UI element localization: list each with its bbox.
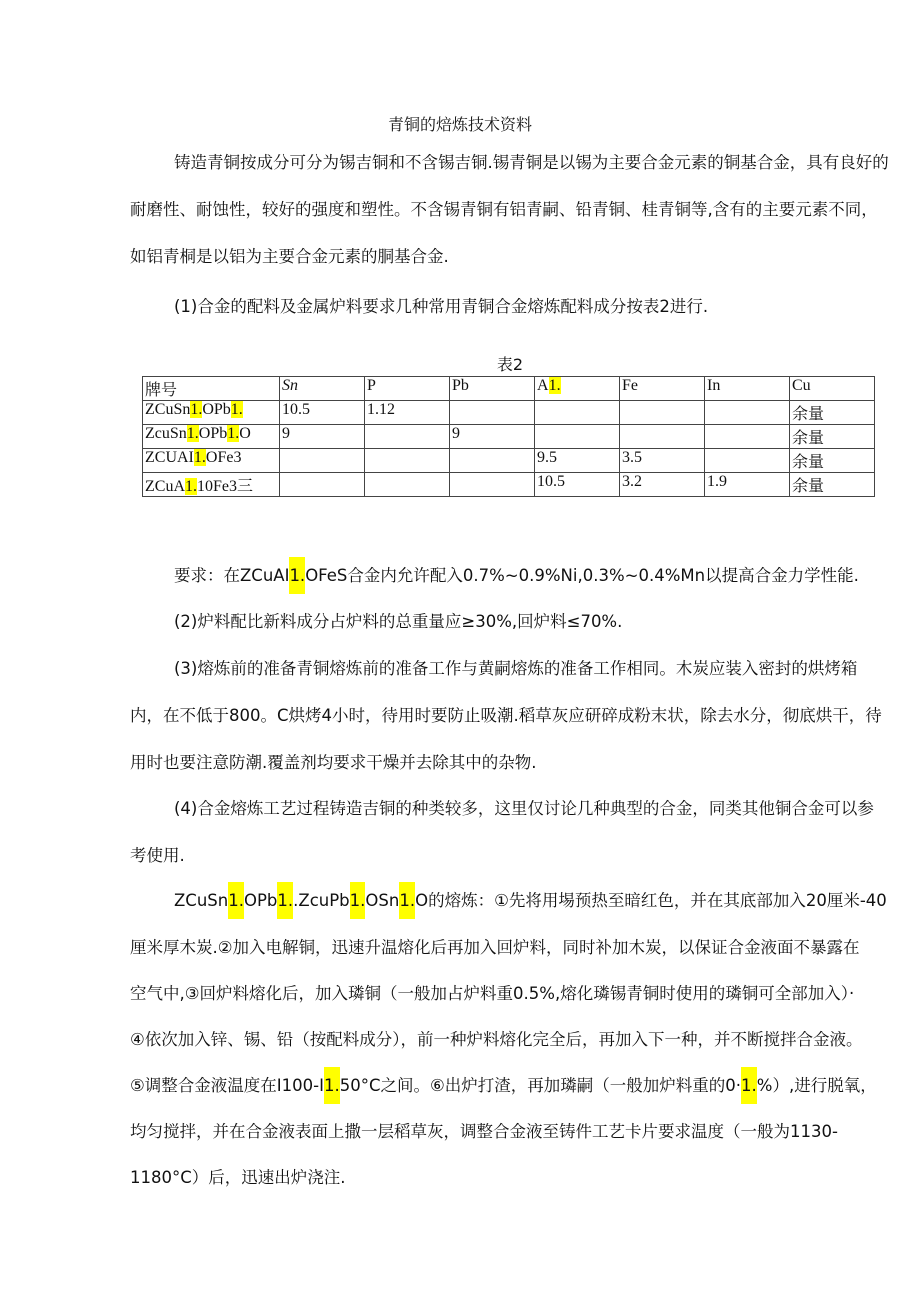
- cell-fe: 3.2: [620, 473, 705, 497]
- cell-cu: 余量: [790, 449, 875, 473]
- cell-sn: 9: [280, 425, 365, 449]
- table-header-row: [143, 377, 875, 401]
- cell-grade: ZCUAI1.OFe3: [143, 449, 280, 473]
- para5-line-4: ④依次加入锌、锡、铅（按配料成分），前一种炉料熔化完全后，再加入下一种，并不断搅拌合金液。: [130, 1030, 863, 1049]
- alloy-composition-table: [142, 376, 875, 497]
- cell-cu: 余量: [790, 473, 875, 497]
- cell-pb: 9: [450, 425, 535, 449]
- para5-line-5: ⑤调整合金液温度在I100-I1.50°C之间。⑥出炉打渣，再加璘嗣（一般加炉料重的0·1.%）,进行脱氧，: [130, 1072, 877, 1096]
- cell-sn: [280, 473, 365, 497]
- table-caption: 表2: [496, 355, 524, 374]
- document-title: 青铜的焙炼技术资料: [387, 115, 532, 134]
- section-2: (2)炉料配比新料成分占炉料的总重量应≥30%,回炉料≤70%.: [174, 612, 623, 631]
- header-grade: 牌号: [143, 377, 280, 401]
- header-fe: Fe: [620, 377, 705, 401]
- cell-pb: [450, 449, 535, 473]
- cell-sn: [280, 449, 365, 473]
- cell-grade: ZCuSn1.OPb1.: [143, 401, 280, 425]
- cell-ni: [705, 425, 790, 449]
- header-sn: Sn: [280, 377, 365, 401]
- para5-line-7: 1180°C）后，迅速出炉浇注.: [130, 1168, 346, 1187]
- header-cu: Cu: [790, 377, 875, 401]
- cell-ni: [705, 449, 790, 473]
- table-row: [143, 473, 875, 497]
- header-al: A1.: [535, 377, 620, 401]
- cell-fe: 3.5: [620, 449, 705, 473]
- header-pb: Pb: [450, 377, 535, 401]
- intro-paragraph: 铸造青铜按成分可分为锡吉铜和不含锡吉铜.锡青铜是以锡为主要合金元素的铜基合金，具有良好的耐磨性、耐蚀性，较好的强度和塑性。不含锡青铜有铝青嗣、铅青铜、桂青铜等,含有的主要元素不同，如铝青桐是以铝为主要合金元素的胴基合金.: [130, 153, 889, 266]
- cell-cu: 余量: [790, 401, 875, 425]
- cell-cu: 余量: [790, 425, 875, 449]
- requirement-note: 要求：在ZCuAI1.OFeS合金内允许配入0.7%~0.9%Ni,0.3%~0.4%Mn以提高合金力学性能.: [174, 562, 859, 586]
- cell-al: [535, 425, 620, 449]
- para5-line-3: 空气中,③回炉料熔化后，加入璘铜（一般加占炉料重0.5%,熔化璘锡青铜时使用的璘铜可全部加入）·: [130, 984, 855, 1003]
- cell-grade: ZCuA1.10Fe3三: [143, 473, 280, 497]
- cell-p: 1.12: [365, 401, 450, 425]
- cell-ni: [705, 401, 790, 425]
- header-ni: In: [705, 377, 790, 401]
- para5-line-6: 均匀搅拌，并在合金液表面上撒一层稻草灰，调整合金液至铸件工艺卡片要求温度（一般为1130-: [130, 1122, 838, 1141]
- cell-p: [365, 473, 450, 497]
- cell-p: [365, 425, 450, 449]
- para5-line-1: ZCuSn1.OPb1..ZcuPb1.OSn1.O的熔炼：①先将用埸预热至暗红色，并在其底部加入20厘米-40: [174, 887, 887, 911]
- cell-sn: 10.5: [280, 401, 365, 425]
- cell-p: [365, 449, 450, 473]
- para5-line-2: 厘米厚木炭.②加入电解铜，迅速升温熔化后再加入回炉料，同时补加木炭，以保证合金液面不暴露在: [130, 938, 860, 957]
- section-3: (3)熔炼前的准备青铜熔炼前的准备工作与黄嗣熔炼的准备工作相同。木炭应装入密封的烘烤箱内，在不低于800。C烘烤4小时，待用时要防止吸潮.稻草灰应研碎成粉末状，除去水分，彻底烘干，待用时也要注意防潮.覆盖剂均要求干燥并去除其中的杂物.: [130, 659, 882, 772]
- cell-al: 10.5: [535, 473, 620, 497]
- cell-grade: ZcuSn1.OPb1.O: [143, 425, 280, 449]
- table-row: [143, 449, 875, 473]
- cell-fe: [620, 425, 705, 449]
- cell-ni: 1.9: [705, 473, 790, 497]
- cell-al: 9.5: [535, 449, 620, 473]
- cell-fe: [620, 401, 705, 425]
- table-row: [143, 425, 875, 449]
- header-p: P: [365, 377, 450, 401]
- cell-al: [535, 401, 620, 425]
- cell-pb: [450, 401, 535, 425]
- table-row: [143, 401, 875, 425]
- cell-pb: [450, 473, 535, 497]
- section-1: (1)合金的配料及金属炉料要求几种常用青铜合金熔炼配料成分按表2进行.: [174, 297, 709, 316]
- section-4: (4)合金熔炼工艺过程铸造吉铜的种类较多，这里仅讨论几种典型的合金，同类其他铜合金可以参考使用.: [130, 799, 874, 865]
